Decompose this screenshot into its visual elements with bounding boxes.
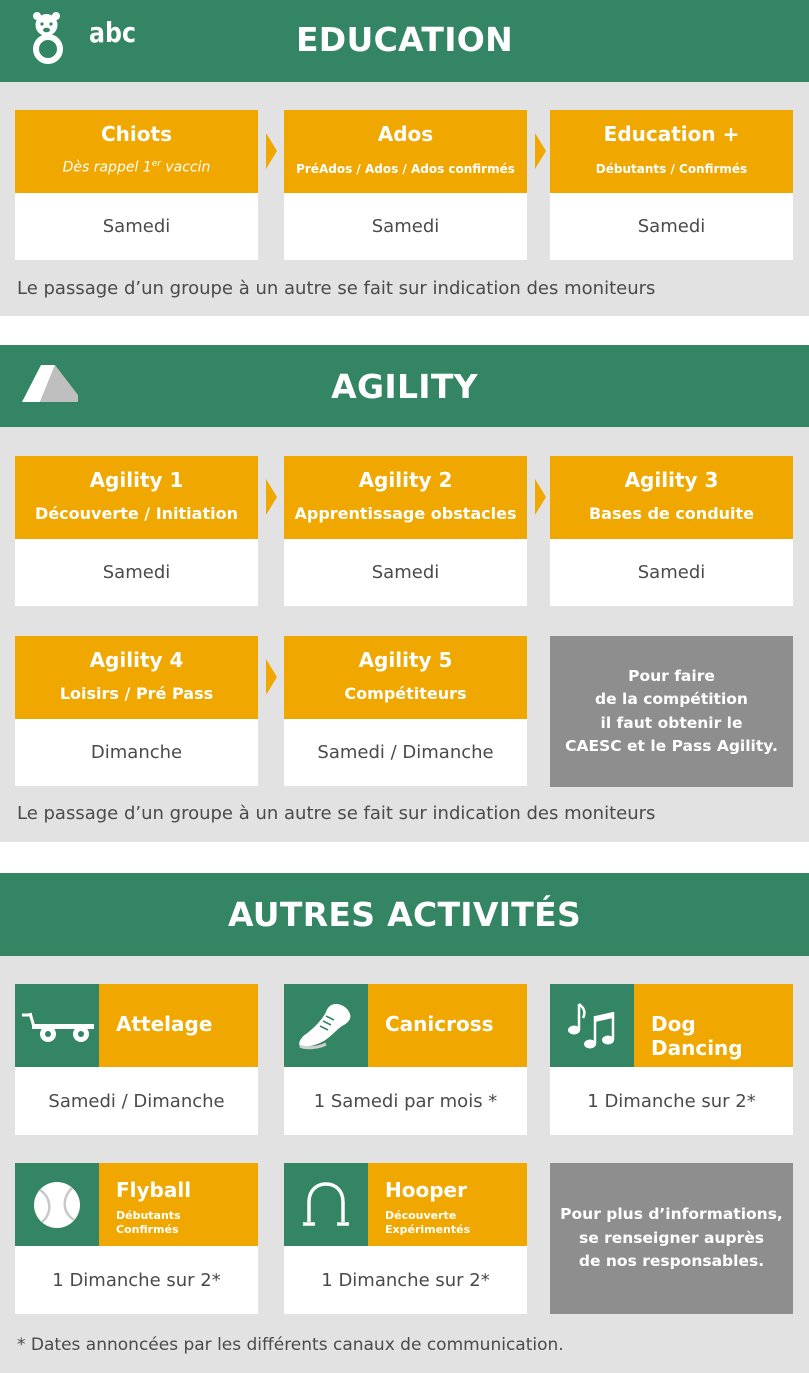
card-agility-4 bbox=[15, 636, 258, 786]
card-title: Agility 2 bbox=[358, 468, 453, 492]
activity-attelage bbox=[15, 984, 258, 1135]
card-title: Agility 1 bbox=[89, 468, 184, 492]
card-title: Agility 4 bbox=[89, 648, 184, 672]
card-day: Samedi bbox=[15, 193, 258, 260]
card-subtitle: Découverte / Initiation bbox=[35, 504, 238, 523]
activity-subtitle: Débutants Confirmés bbox=[116, 1209, 181, 1236]
agility-header bbox=[0, 345, 809, 427]
card-day: Samedi / Dimanche bbox=[284, 719, 527, 786]
arrow-right-icon bbox=[266, 133, 277, 169]
activity-day: 1 Dimanche sur 2* bbox=[15, 1246, 258, 1314]
card-subtitle: Débutants / Confirmés bbox=[595, 162, 748, 176]
card-title: Chiots bbox=[101, 122, 172, 146]
agility-title: AGILITY bbox=[331, 367, 478, 406]
card-subtitle: Bases de conduite bbox=[588, 504, 755, 523]
card-subtitle: Loisirs / Pré Pass bbox=[59, 684, 214, 703]
agility-note: Le passage d’un groupe à un autre se fait sur indication des moniteurs bbox=[17, 803, 656, 824]
education-header bbox=[0, 0, 809, 82]
arrow-right-icon bbox=[535, 133, 546, 169]
music-notes-icon bbox=[566, 1000, 618, 1052]
activity-hooper bbox=[284, 1163, 527, 1314]
card-day: Samedi bbox=[550, 193, 793, 260]
abc-logo-letter-a: abc bbox=[89, 16, 136, 49]
card-subtitle: PréAdos / Ados / Ados confirmés bbox=[296, 162, 515, 176]
tennis-ball-icon bbox=[32, 1180, 82, 1230]
activity-canicross bbox=[284, 984, 527, 1135]
activity-day: 1 Samedi par mois * bbox=[284, 1067, 527, 1135]
sneaker-icon bbox=[296, 1002, 356, 1050]
arrow-right-icon bbox=[266, 479, 277, 515]
card-chiots bbox=[15, 110, 258, 260]
card-day: Samedi bbox=[550, 539, 793, 606]
autres-header bbox=[0, 873, 809, 956]
activity-title: Canicross bbox=[385, 1012, 494, 1036]
card-agility-1 bbox=[15, 456, 258, 606]
activity-title: Attelage bbox=[116, 1012, 213, 1036]
card-agility-3 bbox=[550, 456, 793, 606]
card-subtitle: Apprentissage obstacles bbox=[294, 504, 517, 523]
activity-day: Samedi / Dimanche bbox=[15, 1067, 258, 1135]
activity-day: 1 Dimanche sur 2* bbox=[284, 1246, 527, 1314]
activity-flyball bbox=[15, 1163, 258, 1314]
activity-day: 1 Dimanche sur 2* bbox=[550, 1067, 793, 1135]
card-ados bbox=[284, 110, 527, 260]
education-title: EDUCATION bbox=[295, 20, 514, 59]
education-note: Le passage d’un groupe à un autre se fait sur indication des moniteurs bbox=[17, 278, 656, 299]
activity-dog-dancing bbox=[550, 984, 793, 1135]
card-agility-2 bbox=[284, 456, 527, 606]
activity-subtitle: Découverte Expérimentés bbox=[385, 1209, 471, 1236]
cart-icon bbox=[20, 1009, 94, 1043]
card-subtitle: Dès rappel 1er vaccin bbox=[62, 159, 211, 176]
card-day: Samedi bbox=[284, 193, 527, 260]
activity-title: Hooper bbox=[385, 1178, 467, 1202]
arrow-right-icon bbox=[535, 479, 546, 515]
card-subtitle: Compétiteurs bbox=[344, 684, 467, 703]
card-title: Ados bbox=[377, 122, 434, 146]
card-day: Samedi bbox=[284, 539, 527, 606]
activity-title: Dog Dancing bbox=[651, 1012, 743, 1060]
card-education-plus bbox=[550, 110, 793, 260]
activity-title: Flyball bbox=[116, 1178, 192, 1202]
autres-title: AUTRES ACTIVITÉS bbox=[227, 895, 582, 934]
arrow-right-icon bbox=[266, 659, 277, 695]
hoop-icon bbox=[301, 1180, 351, 1230]
card-agility-5 bbox=[284, 636, 527, 786]
card-day: Samedi bbox=[15, 539, 258, 606]
card-title: Agility 5 bbox=[358, 648, 453, 672]
autres-info-box: Pour plus d’informations, se renseigner auprès de nos responsables. bbox=[550, 1163, 793, 1314]
autres-footnote: * Dates annoncées par les différents canaux de communication. bbox=[17, 1335, 564, 1355]
card-day: Dimanche bbox=[15, 719, 258, 786]
card-title: Agility 3 bbox=[624, 468, 719, 492]
card-title: Education + bbox=[603, 122, 740, 146]
agility-info-box: Pour faire de la compétition il faut obtenir le CAESC et le Pass Agility. bbox=[550, 636, 793, 787]
